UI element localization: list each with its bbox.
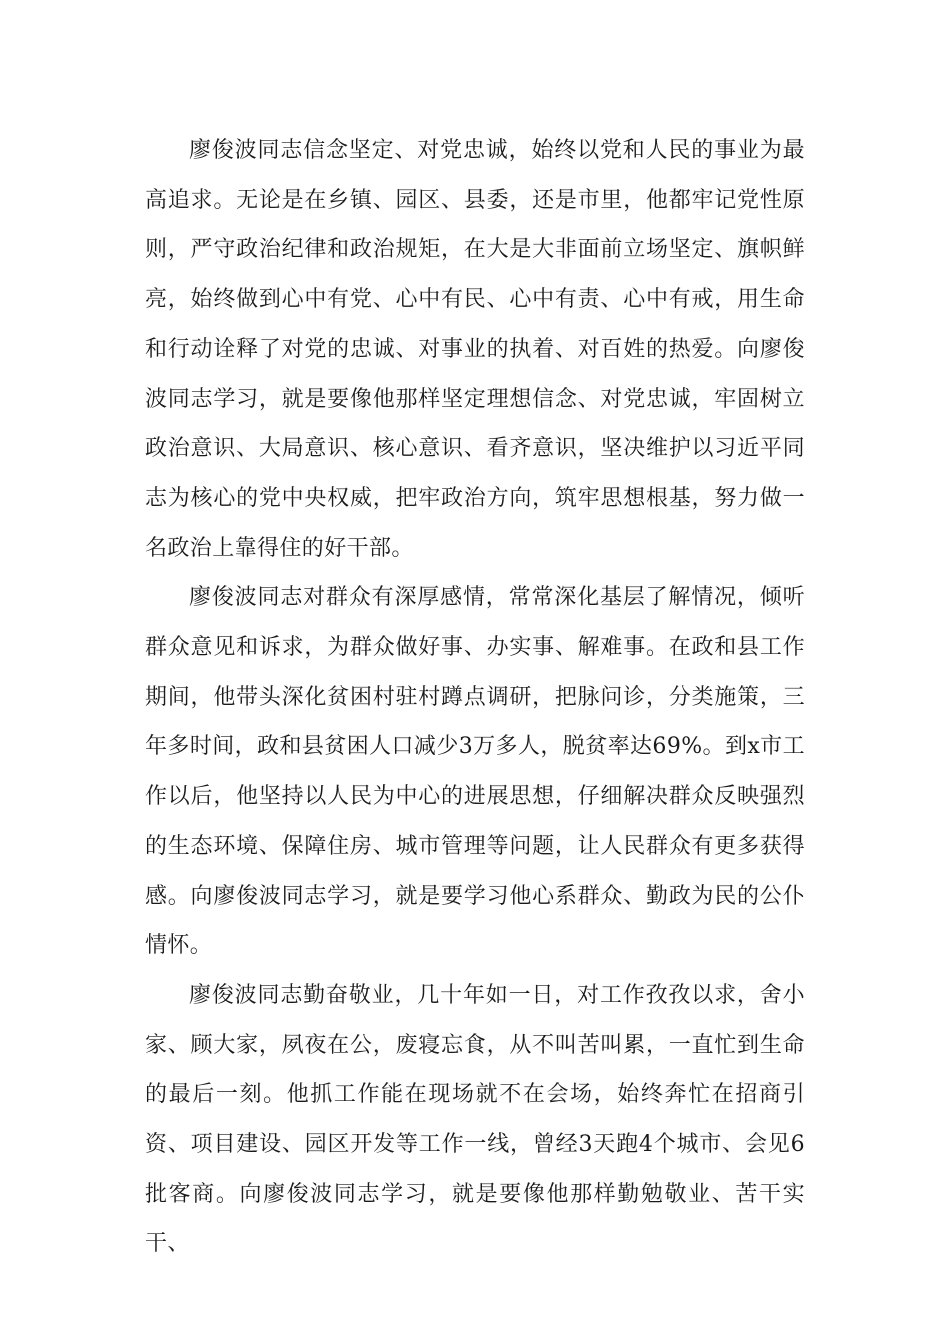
paragraph-2: 廖俊波同志对群众有深厚感情，常常深化基层了解情况，倾听群众意见和诉求，为群众做好事、办实事、解难事。在政和县工作期间，他带头深化贫困村驻村蹲点调研，把脉问诊，分类施策，三年多时间，政和县贫困人口减少3万多人，脱贫率达69%。到x市工作以后，他坚持以人民为中心的进展思想，仔细解决群众反映强烈的生态环境、保障住房、城市管理等问题，让人民群众有更多获得感。向廖俊波同志学习，就是要学习他心系群众、勤政为民的公仆情怀。 — [145, 585, 805, 959]
paragraph-3: 廖俊波同志勤奋敬业，几十年如一日，对工作孜孜以求，舍小家、顾大家，夙夜在公，废寝忘食，从不叫苦叫累，一直忙到生命的最后一刻。他抓工作能在现场就不在会场，始终奔忙在招商引资、项目建设、园区开发等工作一线，曾经3天跑4个城市、会见6批客商。向廖俊波同志学习，就是要像他那样勤勉敬业、苦干实干、 — [145, 982, 805, 1257]
paragraph-1: 廖俊波同志信念坚定、对党忠诚，始终以党和人民的事业为最高追求。无论是在乡镇、园区、县委，还是市里，他都牢记党性原则，严守政治纪律和政治规矩，在大是大非面前立场坚定、旗帜鲜亮，始终做到心中有党、心中有民、心中有责、心中有戒，用生命和行动诠释了对党的忠诚、对事业的执着、对百姓的热爱。向廖俊波同志学习，就是要像他那样坚定理想信念、对党忠诚，牢固树立政治意识、大局意识、核心意识、看齐意识，坚决维护以习近平同志为核心的党中央权威，把牢政治方向，筑牢思想根基，努力做一名政治上靠得住的好干部。 — [145, 138, 805, 561]
document-body — [145, 126, 805, 1269]
